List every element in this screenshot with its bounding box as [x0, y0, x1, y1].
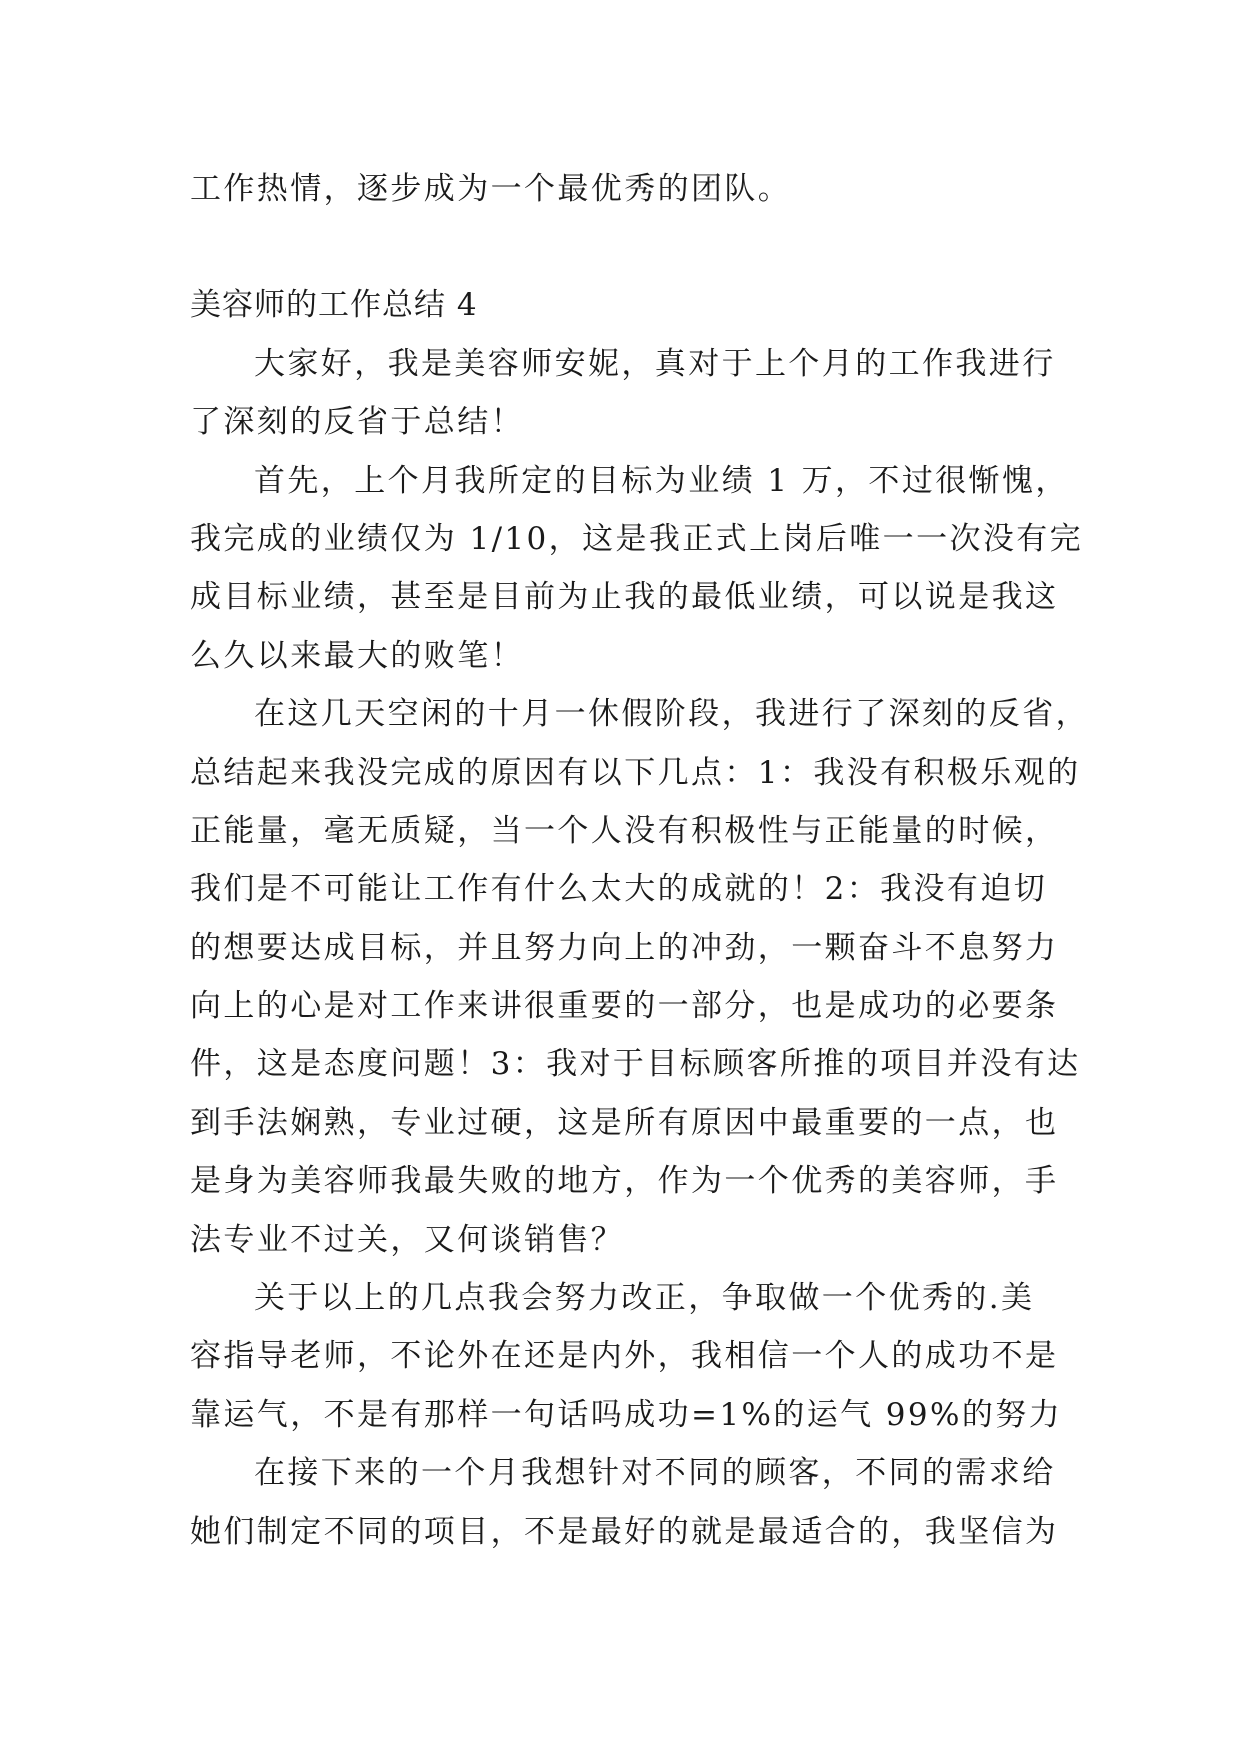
- section-heading: 美容师的工作总结 4: [190, 287, 478, 324]
- paragraph-line: 我们是不可能让工作有什么太大的成就的！2：我没有迫切: [190, 871, 1048, 908]
- document-page: [190, 160, 1089, 1561]
- paragraph-line: 总结起来我没完成的原因有以下几点：1：我没有积极乐观的: [190, 754, 1081, 791]
- paragraph-line: 我完成的业绩仅为 1/10，这是我正式上岗后唯一一次没有完: [190, 520, 1084, 557]
- paragraph-line: 关于以上的几点我会努力改正，争取做一个优秀的.美: [254, 1280, 1035, 1317]
- section-gap: [190, 218, 1058, 276]
- paragraph-3: [190, 685, 1089, 1269]
- paragraph-line: 到手法娴熟，专业过硬，这是所有原因中最重要的一点，也: [190, 1104, 1059, 1141]
- paragraph-line: 的想要达成目标，并且努力向上的冲劲，一颗奋斗不息努力: [190, 929, 1059, 966]
- paragraph-line: 正能量，毫无质疑，当一个人没有积极性与正能量的时候，: [190, 812, 1059, 849]
- paragraph-line: 她们制定不同的项目，不是最好的就是最适合的，我坚信为: [190, 1513, 1059, 1550]
- paragraph-2: [190, 452, 1084, 686]
- paragraph-line: 大家好，我是美容师安妮，真对于上个月的工作我进行: [254, 345, 1056, 382]
- paragraph-line: 是身为美容师我最失败的地方，作为一个优秀的美容师，手: [190, 1163, 1059, 1200]
- paragraph-4: [190, 1269, 1063, 1444]
- paragraph-1: [190, 335, 1058, 452]
- carryover-line: 工作热情，逐步成为一个最优秀的团队。: [190, 171, 792, 207]
- paragraph-line: 法专业不过关，又何谈销售？: [190, 1221, 625, 1258]
- paragraph-line: 成目标业绩，甚至是目前为止我的最低业绩，可以说是我这: [190, 579, 1059, 616]
- paragraph-line: 首先，上个月我所定的目标为业绩 1 万，不过很惭愧，: [254, 462, 1069, 499]
- paragraph-line: 靠运气，不是有那样一句话吗成功=1%的运气 99%的努力: [190, 1396, 1063, 1433]
- paragraph-line: 在接下来的一个月我想针对不同的顾客，不同的需求给: [254, 1455, 1056, 1492]
- paragraph-line: 么久以来最大的败笔！: [190, 637, 524, 674]
- paragraph-line: 容指导老师，不论外在还是内外，我相信一个人的成功不是: [190, 1338, 1059, 1375]
- paragraph-line: 件，这是态度问题！3：我对于目标顾客所推的项目并没有达: [190, 1046, 1081, 1083]
- paragraph-line: 在这几天空闲的十月一休假阶段，我进行了深刻的反省，: [254, 696, 1089, 733]
- paragraph-line: 了深刻的反省于总结！: [190, 404, 524, 441]
- paragraph-line: 向上的心是对工作来讲很重要的一部分，也是成功的必要条: [190, 988, 1059, 1025]
- paragraph-5: [190, 1444, 1058, 1561]
